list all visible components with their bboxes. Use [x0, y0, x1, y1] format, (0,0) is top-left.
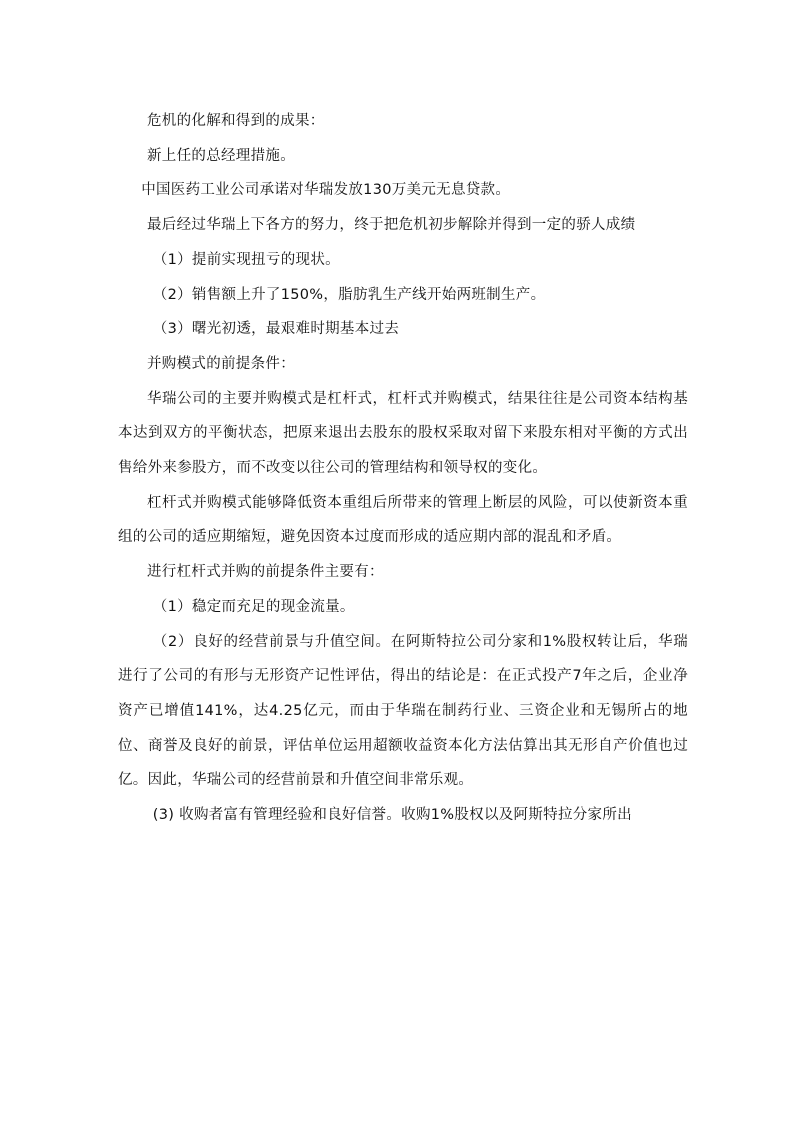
paragraph-loan: 中国医药工业公司承诺对华瑞发放130万美元无息贷款。 — [141, 182, 511, 199]
paragraph-achievements: 最后经过华瑞上下各方的努力，终于把危机初步解除并得到一定的骄人成绩 — [147, 217, 636, 234]
list-item-cash-flow: （1）稳定而充足的现金流量。 — [152, 598, 355, 615]
paragraph-leverage-mode: 华瑞公司的主要并购模式是杠杆式，杠杆式并购模式，结果往往是公司资本结构基本达到双方的平衡状态，把原来退出去股东的股权采取对留下来股东相对平衡的方式出售给外来参股方，而不改变以往公司的管理结构和领导权的变化。 — [118, 390, 688, 477]
paragraph-preconditions-heading: 进行杠杆式并购的前提条件主要有： — [147, 564, 384, 581]
list-item-sales: （2）销售额上升了150%，脂肪乳生产线开始两班制生产。 — [152, 286, 546, 303]
list-item-dawn: （3）曙光初透，最艰难时期基本过去 — [152, 321, 400, 338]
paragraph-new-manager: 新上任的总经理措施。 — [147, 147, 295, 164]
list-item-turnaround: （1）提前实现扭亏的现状。 — [152, 251, 340, 268]
paragraph-crisis-heading: 危机的化解和得到的成果： — [147, 113, 325, 129]
document-body — [118, 104, 688, 833]
list-item-prospects: （2）良好的经营前景与升值空间。在阿斯特拉公司分家和1%股权转让后，华瑞进行了公司的有形与无形资产记性评估，得出的结论是：在正式投产7年之后，企业净资产已增值141%，达4.25亿元，而由于华瑞在制药行业、三资企业和无锡所占的地位、商誉及良好的前景，评估单位运用超额收益资本化方法估算出其无形自产价值也过亿。因此，华瑞公司的经营前景和升值空间非常乐观。 — [118, 633, 688, 789]
list-item-management: (3) 收购者富有管理经验和良好信誉。收购1%股权以及阿斯特拉分家所出 — [152, 807, 632, 824]
paragraph-leverage-benefit: 杠杆式并购模式能够降低资本重组后所带来的管理上断层的风险，可以使新资本重组的公司的适应期缩短，避免因资本过度而形成的适应期内部的混乱和矛盾。 — [118, 494, 688, 546]
paragraph-merger-heading: 并购模式的前提条件： — [147, 355, 295, 372]
